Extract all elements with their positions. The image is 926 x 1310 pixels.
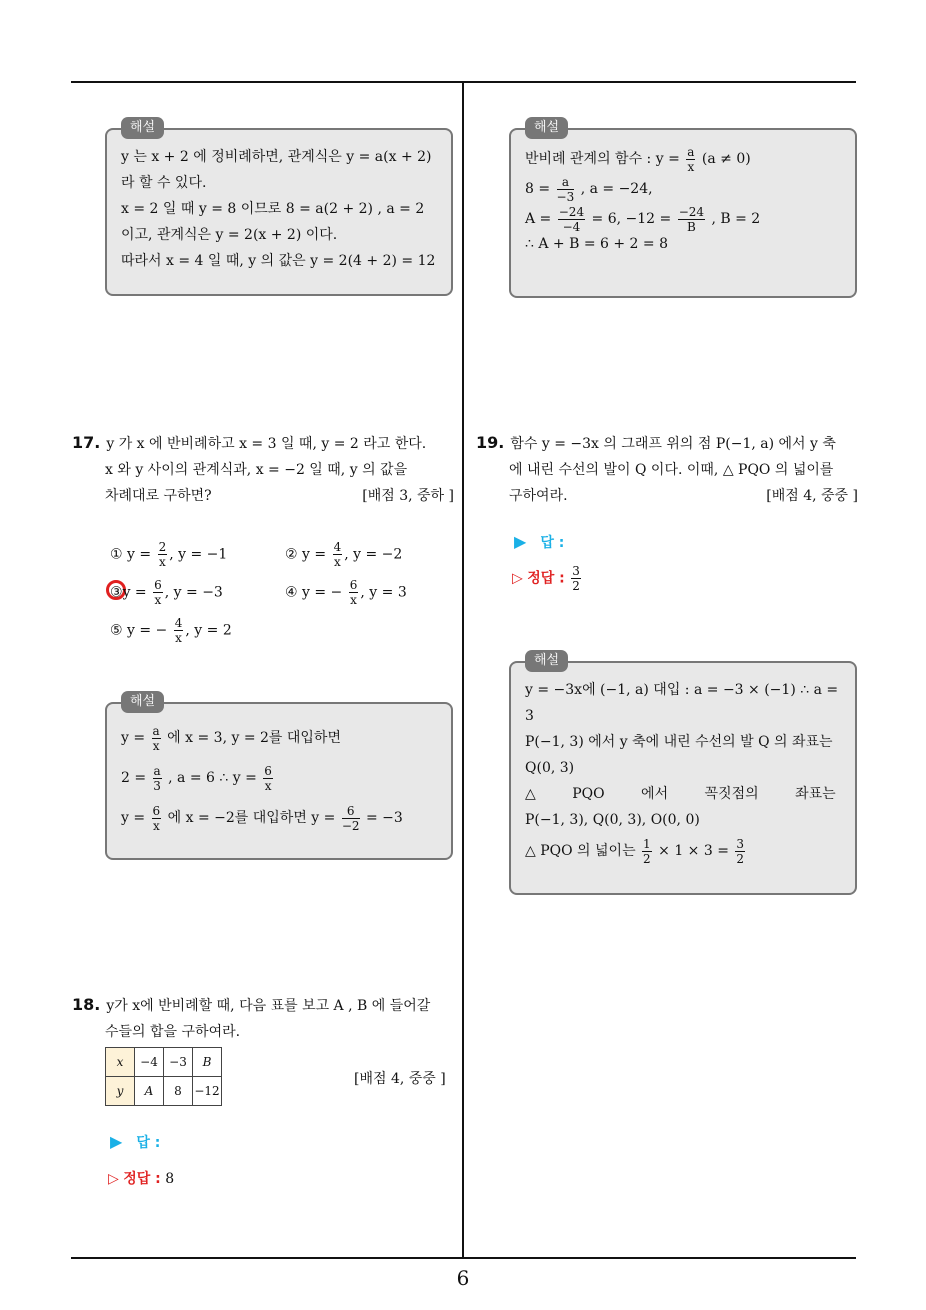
solution-line: 이고, 관계식은 y = 2(x + 2) 이다. xyxy=(121,227,338,243)
solution-box-16 xyxy=(105,120,453,296)
solution-line: 라 할 수 있다. xyxy=(121,175,207,191)
fraction: $\frac{-24}{-4}$ xyxy=(558,204,585,234)
fraction: $\frac{a}{x}$ xyxy=(687,144,695,174)
question-text: 에 내린 수선의 발이 Q 이다. 이때, △ PQO 의 넓이를 xyxy=(509,462,834,478)
solution-line: y = $\frac{6}{x}$ 에 x = −2를 대입하면 y = $\frac{6}{-2}$ = −3 xyxy=(121,803,403,833)
solution-line: ∴ A + B = 6 + 2 = 8 xyxy=(525,236,669,252)
solution-tag: 해설 xyxy=(525,650,568,672)
solution-line: P(−1, 3), Q(0, 3), O(0, 0) xyxy=(525,812,700,828)
points-label: [배점 4, 중중 ] xyxy=(766,488,858,504)
solution-line: 따라서 x = 4 일 때, y 의 값은 y = 2(4 + 2) = 12 xyxy=(121,253,436,269)
solution-line: y 는 x + 2 에 정비례하면, 관계식은 y = a(x + 2) xyxy=(121,149,432,165)
question-text: 구하여라. xyxy=(509,488,568,504)
correct-answer-row: ▷ 정답 : 8 xyxy=(108,1171,175,1187)
solution-line: Q(0, 3) xyxy=(525,760,575,776)
table-cell: y xyxy=(106,1077,135,1106)
solution-tag: 해설 xyxy=(121,117,164,139)
choice-3[interactable]: ③y = $\frac{6}{x}$ , y = −3 xyxy=(110,578,223,607)
solution-line: 2 = $\frac{a}{3}$ , a = 6 ∴ y = $\frac{6}{x}$ xyxy=(121,763,272,793)
solution-line: 8 = $\frac{a}{-3}$ , a = −24, xyxy=(525,174,653,204)
question-19 xyxy=(476,430,858,509)
question-18 xyxy=(72,992,454,1045)
question-text: 차례대로 구하면? xyxy=(105,488,212,504)
solution-line: △ PQO 에서 꼭짓점의 좌표는 xyxy=(525,786,836,802)
table-cell: x xyxy=(106,1048,135,1077)
solution-line: y = $\frac{a}{x}$ 에 x = 3, y = 2를 대입하면 xyxy=(121,723,341,753)
solution-line: 3 xyxy=(525,708,534,724)
solution-line: x = 2 일 때 y = 8 이므로 8 = a(2 + 2) , a = 2 xyxy=(121,201,425,217)
question-text: y 가 x 에 반비례하고 x = 3 일 때, y = 2 라고 한다. xyxy=(106,436,427,452)
solution-line: A = $\frac{-24}{-4}$ = 6, −12 = $\frac{-24}{B}$ , B = 2 xyxy=(525,204,761,234)
choice-1[interactable]: ① y = $\frac{2}{x}$ , y = −1 xyxy=(110,540,228,569)
play-icon: ▶ xyxy=(514,532,527,551)
table-cell: 8 xyxy=(164,1077,193,1106)
play-icon: ▶ xyxy=(110,1132,123,1151)
table-cell: B xyxy=(193,1048,222,1077)
solution-line: P(−1, 3) 에서 y 축에 내린 수선의 발 Q 의 좌표는 xyxy=(525,734,833,750)
points-label: [배점 4, 중중 ] xyxy=(354,1071,446,1087)
choice-4[interactable]: ④ y = − $\frac{6}{x}$ , y = 3 xyxy=(285,578,407,607)
correct-answer-row: ▷ 정답 : $\frac{3}{2}$ xyxy=(512,564,580,593)
question-text: 함수 y = −3x 의 그래프 위의 점 P(−1, a) 에서 y 축 xyxy=(510,436,836,452)
question-text: y가 x에 반비례할 때, 다음 표를 보고 A , B 에 들어갈 xyxy=(106,998,431,1014)
solution-line: 반비례 관계의 함수 : y = $\frac{a}{x}$ (a ≠ 0) xyxy=(525,144,751,174)
solution-line: y = −3x에 (−1, a) 대입 : a = −3 × (−1) ∴ a = xyxy=(525,682,839,698)
solution-box-top-right xyxy=(509,120,857,298)
page-number: 6 xyxy=(456,1266,470,1290)
solution-box-17 xyxy=(105,694,453,860)
table-cell: −3 xyxy=(164,1048,193,1077)
solution-box-19 xyxy=(509,653,857,895)
column-divider xyxy=(462,82,464,1259)
solution-line: △ PQO 의 넓이는 $\frac{1}{2}$ × 1 × 3 = $\frac{3}{2}$ xyxy=(525,836,745,866)
table-cell: A xyxy=(135,1077,164,1106)
question-text: 수들의 합을 구하여라. xyxy=(105,1024,241,1040)
choice-2[interactable]: ② y = $\frac{4}{x}$ , y = −2 xyxy=(285,540,403,569)
question-number: 18. xyxy=(72,995,101,1014)
fraction: $\frac{-24}{B}$ xyxy=(678,204,705,234)
question-text: x 와 y 사이의 관계식과, x = −2 일 때, y 의 값을 xyxy=(105,462,408,478)
triangle-outline-icon: ▷ xyxy=(512,570,523,587)
solution-tag: 해설 xyxy=(525,117,568,139)
solution-tag: 해설 xyxy=(121,691,164,713)
question-17 xyxy=(72,430,454,509)
value-table xyxy=(105,1047,222,1106)
answer-row: ▶ 답 : xyxy=(514,532,565,551)
fraction: $\frac{a}{-3}$ xyxy=(556,174,575,204)
question-number: 17. xyxy=(72,433,101,452)
table-cell: −4 xyxy=(135,1048,164,1077)
answer-row: ▶ 답 : xyxy=(110,1132,161,1151)
points-label: [배점 3, 중하 ] xyxy=(362,488,454,504)
table-cell: −12 xyxy=(193,1077,222,1106)
question-number: 19. xyxy=(476,433,505,452)
choice-5[interactable]: ⑤ y = − $\frac{4}{x}$ , y = 2 xyxy=(110,616,232,645)
triangle-outline-icon: ▷ xyxy=(108,1171,119,1187)
